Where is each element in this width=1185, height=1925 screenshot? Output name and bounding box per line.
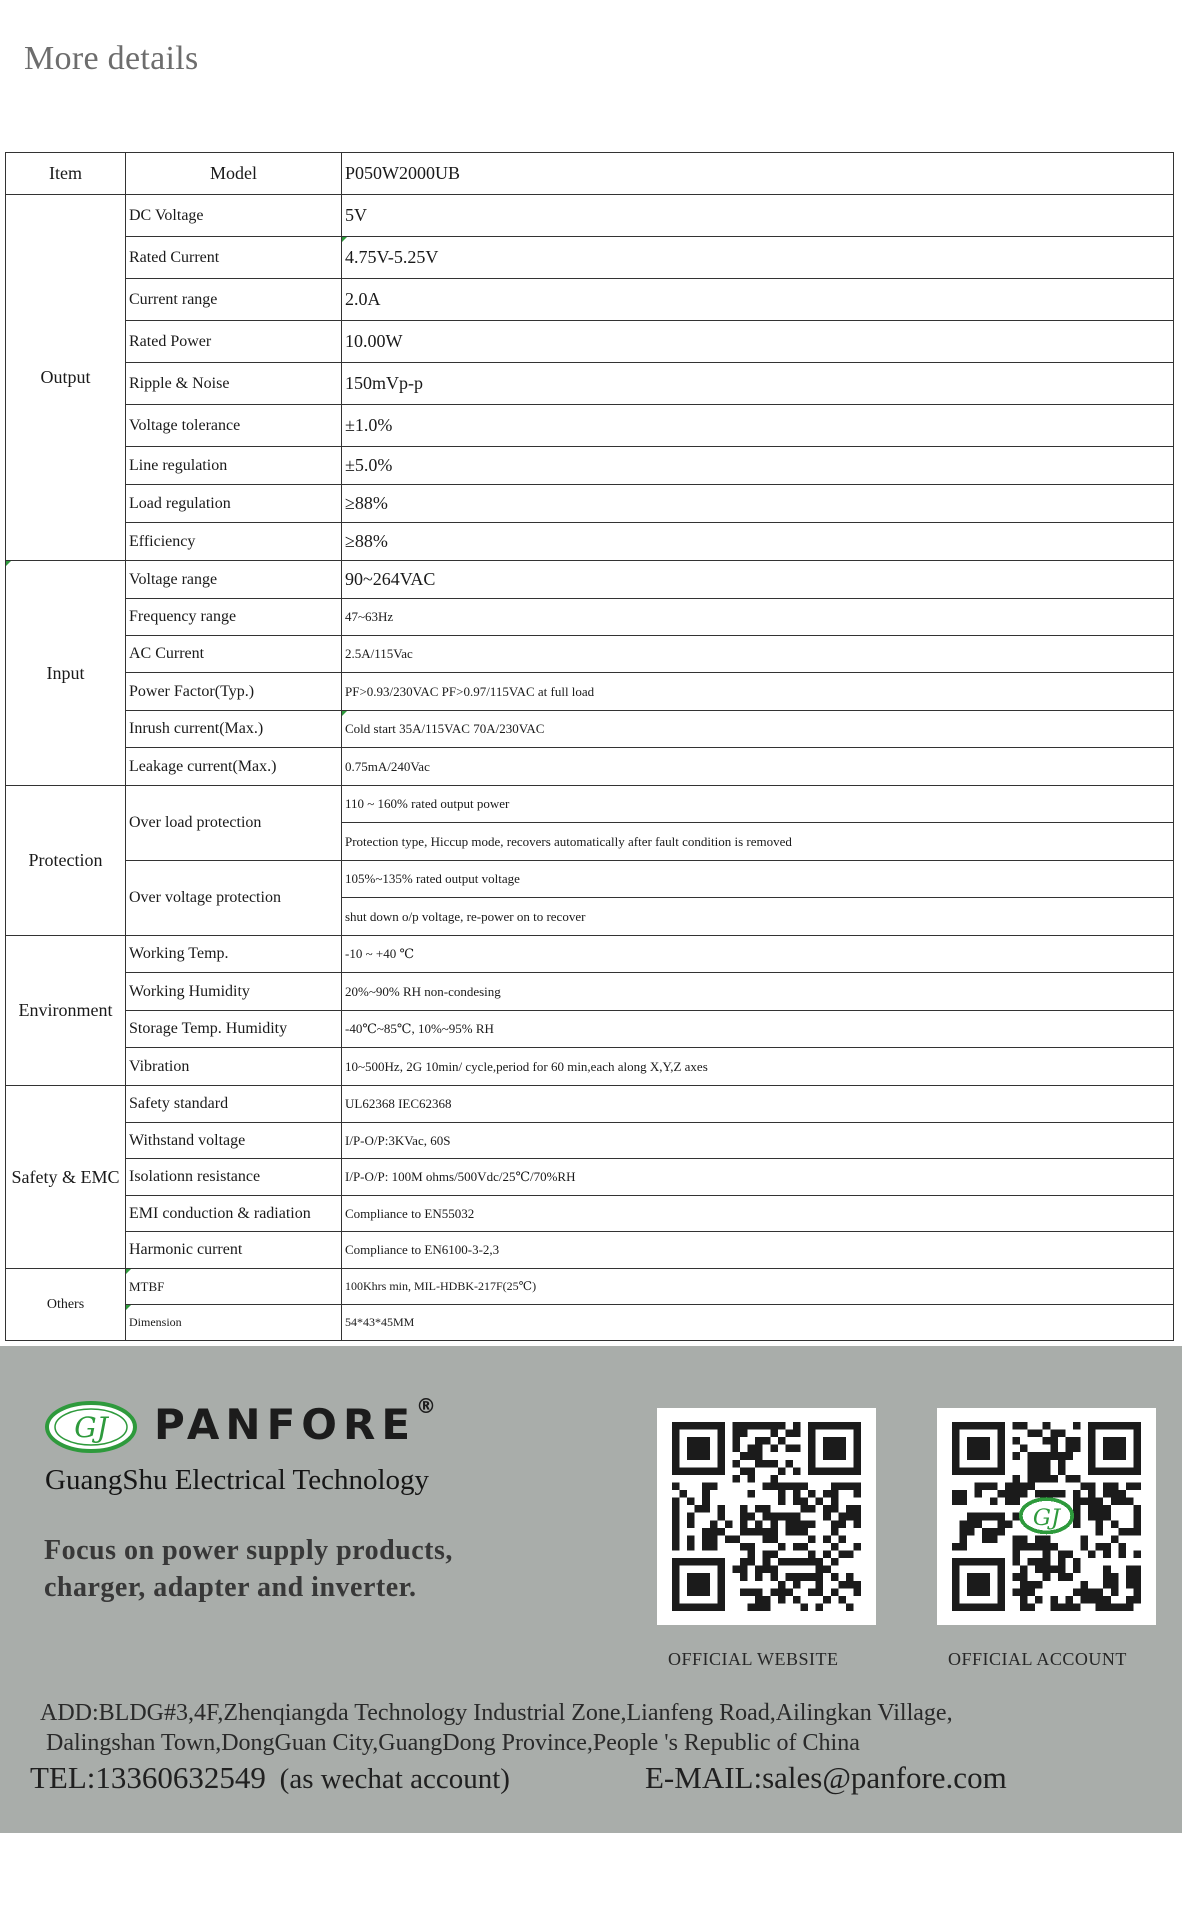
table-row xyxy=(6,711,1174,748)
model-value: P050W2000UB xyxy=(342,153,1174,195)
row-label: Working Humidity xyxy=(126,973,342,1011)
row-label: Line regulation xyxy=(126,447,342,485)
row-label: Rated Power xyxy=(126,321,342,363)
row-label: MTBF xyxy=(126,1269,342,1305)
company-address xyxy=(40,1698,953,1758)
table-row xyxy=(6,1269,1174,1305)
row-value: 0.75mA/240Vac xyxy=(342,748,1174,786)
row-value: ±1.0% xyxy=(342,405,1174,447)
row-label: Voltage range xyxy=(126,561,342,599)
table-row xyxy=(6,786,1174,823)
row-label: DC Voltage xyxy=(126,195,342,237)
focus-statement xyxy=(44,1532,453,1606)
row-label: Power Factor(Typ.) xyxy=(126,673,342,711)
panfore-logo-icon xyxy=(44,1400,138,1454)
table-row xyxy=(6,1048,1174,1086)
category-environment: Environment xyxy=(6,936,126,1086)
row-label: Dimension xyxy=(126,1305,342,1341)
row-value: 54*43*45MM xyxy=(342,1305,1174,1341)
row-label: Efficiency xyxy=(126,523,342,561)
row-value: -40℃~85℃, 10%~95% RH xyxy=(342,1011,1174,1048)
registered-mark: ® xyxy=(416,1394,437,1418)
row-value: Cold start 35A/115VAC 70A/230VAC xyxy=(342,711,1174,748)
table-header-row xyxy=(6,153,1174,195)
row-value: -10 ~ +40 ℃ xyxy=(342,936,1174,973)
page-heading: More details xyxy=(24,40,199,77)
row-value: Compliance to EN55032 xyxy=(342,1196,1174,1232)
row-label: Vibration xyxy=(126,1048,342,1086)
row-value: 105%~135% rated output voltage xyxy=(342,861,1174,898)
row-value: Protection type, Hiccup mode, recovers automatically after fault condition is removed xyxy=(342,823,1174,861)
brand-text: PANFORE xyxy=(154,1400,417,1449)
row-value: Compliance to EN6100-3-2,3 xyxy=(342,1232,1174,1269)
address-line: ADD:BLDG#3,4F,Zhenqiangda Technology Industrial Zone,Lianfeng Road,Ailingkan Village, xyxy=(40,1700,953,1726)
row-label: AC Current xyxy=(126,636,342,673)
table-row xyxy=(6,636,1174,673)
row-label: Withstand voltage xyxy=(126,1123,342,1159)
row-value: 2.5A/115Vac xyxy=(342,636,1174,673)
table-row xyxy=(6,748,1174,786)
row-label: Leakage current(Max.) xyxy=(126,748,342,786)
tel-note: (as wechat account) xyxy=(279,1763,510,1795)
row-label: Isolationn resistance xyxy=(126,1159,342,1196)
row-value: ≥88% xyxy=(342,523,1174,561)
company-footer-banner xyxy=(0,1346,1182,1833)
row-value: 100Khrs min, MIL-HDBK-217F(25℃) xyxy=(342,1269,1174,1305)
table-row xyxy=(6,237,1174,279)
row-value: 150mVp-p xyxy=(342,363,1174,405)
row-label: Frequency range xyxy=(126,599,342,636)
table-row xyxy=(6,279,1174,321)
telephone xyxy=(30,1760,510,1796)
category-others: Others xyxy=(6,1269,126,1341)
table-row xyxy=(6,673,1174,711)
row-label: EMI conduction & radiation xyxy=(126,1196,342,1232)
row-value: UL62368 IEC62368 xyxy=(342,1086,1174,1123)
row-label: Storage Temp. Humidity xyxy=(126,1011,342,1048)
table-row xyxy=(6,973,1174,1011)
qr-code-icon xyxy=(951,1422,1142,1611)
qr-official-account xyxy=(937,1408,1156,1625)
row-label: Safety standard xyxy=(126,1086,342,1123)
table-row xyxy=(6,321,1174,363)
row-value: 47~63Hz xyxy=(342,599,1174,636)
focus-line: charger, adapter and inverter. xyxy=(44,1572,417,1603)
row-label: Over voltage protection xyxy=(126,861,342,936)
company-name: GuangShu Electrical Technology xyxy=(45,1464,429,1496)
address-line: Dalingshan Town,DongGuan City,GuangDong Province,People 's Republic of China xyxy=(46,1730,860,1756)
qr-website-label: OFFICIAL WEBSITE xyxy=(668,1649,839,1669)
category-protection: Protection xyxy=(6,786,126,936)
category-output: Output xyxy=(6,195,126,561)
spec-table xyxy=(5,152,1174,1341)
table-row xyxy=(6,523,1174,561)
table-row xyxy=(6,1011,1174,1048)
row-value: 5V xyxy=(342,195,1174,237)
table-row xyxy=(6,195,1174,237)
row-value: I/P-O/P:3KVac, 60S xyxy=(342,1123,1174,1159)
qr-logo-text: GJ xyxy=(1032,1504,1061,1531)
category-safety-emc: Safety & EMC xyxy=(6,1086,126,1269)
table-row xyxy=(6,1196,1174,1232)
table-row xyxy=(6,1305,1174,1341)
brand-name xyxy=(154,1394,437,1449)
qr-account-label: OFFICIAL ACCOUNT xyxy=(948,1649,1127,1669)
table-row xyxy=(6,1086,1174,1123)
item-header: Item xyxy=(6,153,126,195)
tel-number: TEL:13360632549 xyxy=(30,1760,266,1795)
logo-text: GJ xyxy=(74,1411,108,1444)
qr-code-icon xyxy=(671,1422,862,1611)
row-label: Over load protection xyxy=(126,786,342,861)
row-value: ±5.0% xyxy=(342,447,1174,485)
row-value: 10~500Hz, 2G 10min/ cycle,period for 60 min,each along X,Y,Z axes xyxy=(342,1048,1174,1086)
qr-official-website xyxy=(657,1408,876,1625)
row-label: Rated Current xyxy=(126,237,342,279)
row-label: Voltage tolerance xyxy=(126,405,342,447)
row-label: Harmonic current xyxy=(126,1232,342,1269)
row-value: 2.0A xyxy=(342,279,1174,321)
row-label: Current range xyxy=(126,279,342,321)
row-value: I/P-O/P: 100M ohms/500Vdc/25℃/70%RH xyxy=(342,1159,1174,1196)
row-label: Inrush current(Max.) xyxy=(126,711,342,748)
row-value: shut down o/p voltage, re-power on to recover xyxy=(342,898,1174,936)
table-row xyxy=(6,485,1174,523)
table-row xyxy=(6,1159,1174,1196)
table-row xyxy=(6,936,1174,973)
table-row xyxy=(6,363,1174,405)
table-row xyxy=(6,561,1174,599)
row-value: PF>0.93/230VAC PF>0.97/115VAC at full load xyxy=(342,673,1174,711)
category-input: Input xyxy=(6,561,126,786)
row-value: 4.75V-5.25V xyxy=(342,237,1174,279)
email-address: E-MAIL:sales@panfore.com xyxy=(645,1760,1007,1795)
row-label: Working Temp. xyxy=(126,936,342,973)
row-value: 10.00W xyxy=(342,321,1174,363)
focus-line: Focus on power supply products, xyxy=(44,1535,453,1566)
row-value: 110 ~ 160% rated output power xyxy=(342,786,1174,823)
table-row xyxy=(6,861,1174,898)
row-value: 20%~90% RH non-condesing xyxy=(342,973,1174,1011)
row-value: 90~264VAC xyxy=(342,561,1174,599)
table-row xyxy=(6,1123,1174,1159)
row-label: Ripple & Noise xyxy=(126,363,342,405)
row-label: Load regulation xyxy=(126,485,342,523)
table-row xyxy=(6,405,1174,447)
table-row xyxy=(6,447,1174,485)
model-header: Model xyxy=(126,153,342,195)
table-row xyxy=(6,599,1174,636)
table-row xyxy=(6,1232,1174,1269)
row-value: ≥88% xyxy=(342,485,1174,523)
